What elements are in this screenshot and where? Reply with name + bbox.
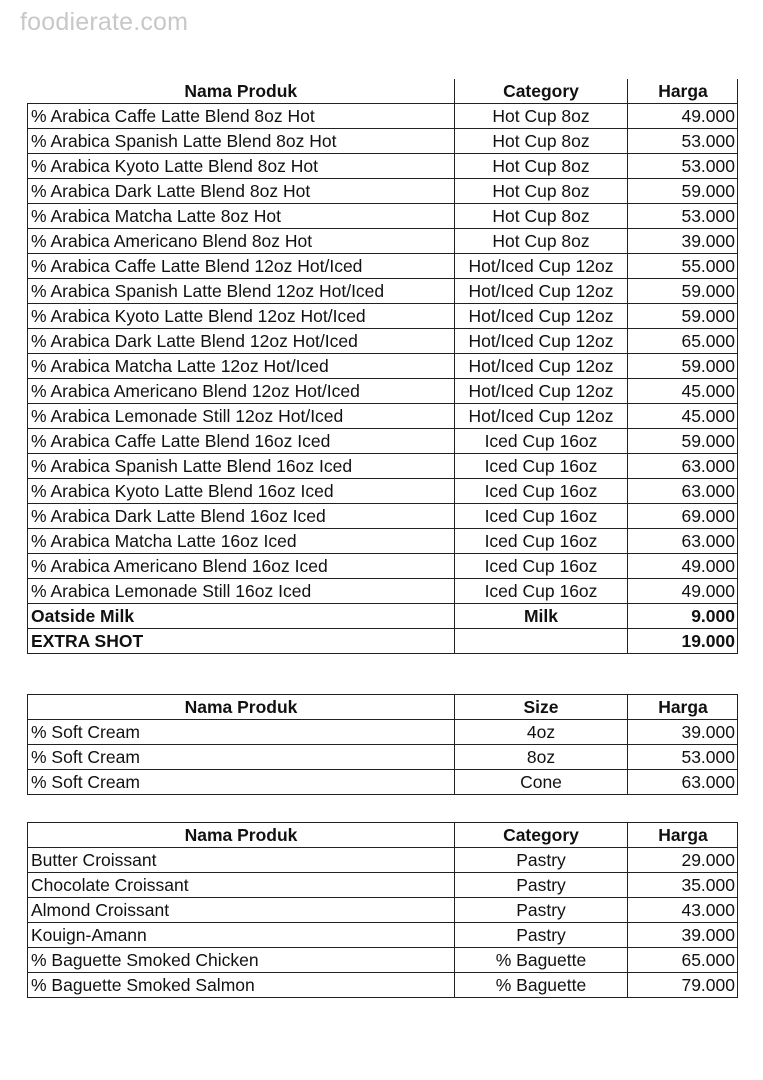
table-row — [28, 379, 738, 404]
product-name-cell: % Baguette Smoked Chicken — [28, 948, 455, 973]
category-cell: Milk — [455, 604, 628, 629]
price-cell: 53.000 — [628, 154, 738, 179]
table-row — [28, 404, 738, 429]
category-cell: Hot Cup 8oz — [455, 104, 628, 129]
category-cell: Iced Cup 16oz — [455, 554, 628, 579]
product-name-cell: % Arabica Caffe Latte Blend 16oz Iced — [28, 429, 455, 454]
price-cell: 63.000 — [628, 770, 738, 795]
price-cell: 55.000 — [628, 254, 738, 279]
price-cell: 59.000 — [628, 429, 738, 454]
price-cell: 69.000 — [628, 504, 738, 529]
product-name-cell: % Arabica Dark Latte Blend 12oz Hot/Iced — [28, 329, 455, 354]
table-row — [28, 204, 738, 229]
product-name-cell: % Soft Cream — [28, 745, 455, 770]
price-cell: 45.000 — [628, 404, 738, 429]
product-name-cell: % Soft Cream — [28, 770, 455, 795]
table-row — [28, 154, 738, 179]
category-cell: % Baguette — [455, 948, 628, 973]
price-cell: 59.000 — [628, 354, 738, 379]
category-cell: Hot/Iced Cup 12oz — [455, 354, 628, 379]
table-row — [28, 254, 738, 279]
category-cell: Pastry — [455, 873, 628, 898]
product-name-cell: % Arabica Matcha Latte 16oz Iced — [28, 529, 455, 554]
table-row — [28, 745, 738, 770]
table-row — [28, 529, 738, 554]
column-header-name: Nama Produk — [28, 79, 455, 104]
column-header-name: Nama Produk — [28, 695, 455, 720]
product-name-cell: % Arabica Americano Blend 8oz Hot — [28, 229, 455, 254]
category-cell: 8oz — [455, 745, 628, 770]
price-cell: 53.000 — [628, 129, 738, 154]
table-row — [28, 454, 738, 479]
watermark-text: foodierate.com — [20, 8, 189, 36]
price-cell: 49.000 — [628, 554, 738, 579]
category-cell: Hot Cup 8oz — [455, 154, 628, 179]
price-cell: 19.000 — [628, 629, 738, 654]
product-name-cell: % Arabica Dark Latte Blend 8oz Hot — [28, 179, 455, 204]
price-cell: 39.000 — [628, 720, 738, 745]
table-row — [28, 898, 738, 923]
table-row — [28, 479, 738, 504]
price-cell: 49.000 — [628, 579, 738, 604]
table-row — [28, 329, 738, 354]
category-cell: Iced Cup 16oz — [455, 454, 628, 479]
column-header-price: Harga — [628, 695, 738, 720]
product-name-cell: % Arabica Caffe Latte Blend 8oz Hot — [28, 104, 455, 129]
table-header-row — [28, 823, 738, 848]
price-cell: 59.000 — [628, 304, 738, 329]
table-header-row — [28, 695, 738, 720]
product-name-cell: % Arabica Spanish Latte Blend 12oz Hot/Iced — [28, 279, 455, 304]
table-row — [28, 304, 738, 329]
category-cell: Hot/Iced Cup 12oz — [455, 254, 628, 279]
table-row — [28, 973, 738, 998]
price-cell: 79.000 — [628, 973, 738, 998]
price-cell: 59.000 — [628, 179, 738, 204]
price-cell: 35.000 — [628, 873, 738, 898]
price-cell: 59.000 — [628, 279, 738, 304]
product-name-cell: % Arabica Matcha Latte 8oz Hot — [28, 204, 455, 229]
table-row — [28, 629, 738, 654]
category-cell: Iced Cup 16oz — [455, 479, 628, 504]
product-name-cell: Chocolate Croissant — [28, 873, 455, 898]
price-cell: 49.000 — [628, 104, 738, 129]
product-name-cell: % Arabica Spanish Latte Blend 8oz Hot — [28, 129, 455, 154]
category-cell: Hot Cup 8oz — [455, 204, 628, 229]
category-cell: Pastry — [455, 848, 628, 873]
table-row — [28, 720, 738, 745]
price-cell: 63.000 — [628, 479, 738, 504]
category-cell — [455, 629, 628, 654]
soft-cream-table — [27, 694, 738, 795]
table-row — [28, 129, 738, 154]
product-name-cell: % Baguette Smoked Salmon — [28, 973, 455, 998]
product-name-cell: % Arabica Lemonade Still 16oz Iced — [28, 579, 455, 604]
table-row — [28, 948, 738, 973]
product-name-cell: % Arabica Caffe Latte Blend 12oz Hot/Iced — [28, 254, 455, 279]
price-cell: 29.000 — [628, 848, 738, 873]
column-header-category: Category — [455, 79, 628, 104]
table-row — [28, 429, 738, 454]
table-row — [28, 873, 738, 898]
category-cell: Iced Cup 16oz — [455, 579, 628, 604]
table-row — [28, 279, 738, 304]
table-row — [28, 848, 738, 873]
table-row — [28, 579, 738, 604]
product-name-cell: Kouign-Amann — [28, 923, 455, 948]
price-cell: 65.000 — [628, 948, 738, 973]
product-name-cell: % Arabica Lemonade Still 12oz Hot/Iced — [28, 404, 455, 429]
table-row — [28, 179, 738, 204]
table-row — [28, 104, 738, 129]
product-name-cell: % Arabica Dark Latte Blend 16oz Iced — [28, 504, 455, 529]
price-cell: 63.000 — [628, 454, 738, 479]
product-name-cell: % Arabica Americano Blend 16oz Iced — [28, 554, 455, 579]
column-header-category: Category — [455, 823, 628, 848]
price-cell: 43.000 — [628, 898, 738, 923]
category-cell: Iced Cup 16oz — [455, 504, 628, 529]
price-cell: 39.000 — [628, 923, 738, 948]
price-cell: 53.000 — [628, 204, 738, 229]
category-cell: Hot/Iced Cup 12oz — [455, 279, 628, 304]
price-cell: 63.000 — [628, 529, 738, 554]
price-cell: 39.000 — [628, 229, 738, 254]
product-name-cell: % Arabica Kyoto Latte Blend 16oz Iced — [28, 479, 455, 504]
category-cell: Hot/Iced Cup 12oz — [455, 404, 628, 429]
product-name-cell: % Arabica Kyoto Latte Blend 12oz Hot/Iced — [28, 304, 455, 329]
category-cell: Hot Cup 8oz — [455, 129, 628, 154]
category-cell: Hot Cup 8oz — [455, 229, 628, 254]
pastry-table — [27, 822, 738, 998]
category-cell: Pastry — [455, 898, 628, 923]
product-name-cell: % Soft Cream — [28, 720, 455, 745]
category-cell: 4oz — [455, 720, 628, 745]
product-name-cell: % Arabica Kyoto Latte Blend 8oz Hot — [28, 154, 455, 179]
column-header-name: Nama Produk — [28, 823, 455, 848]
table-row — [28, 354, 738, 379]
category-cell: Pastry — [455, 923, 628, 948]
drinks-table — [27, 79, 738, 654]
product-name-cell: Butter Croissant — [28, 848, 455, 873]
category-cell: Cone — [455, 770, 628, 795]
table-row — [28, 770, 738, 795]
table-row — [28, 504, 738, 529]
category-cell: Iced Cup 16oz — [455, 529, 628, 554]
category-cell: % Baguette — [455, 973, 628, 998]
table-row — [28, 923, 738, 948]
table-row — [28, 554, 738, 579]
table-header-row — [28, 79, 738, 104]
category-cell: Hot/Iced Cup 12oz — [455, 379, 628, 404]
product-name-cell: Almond Croissant — [28, 898, 455, 923]
product-name-cell: Oatside Milk — [28, 604, 455, 629]
category-cell: Hot/Iced Cup 12oz — [455, 304, 628, 329]
price-cell: 9.000 — [628, 604, 738, 629]
product-name-cell: EXTRA SHOT — [28, 629, 455, 654]
table-row — [28, 229, 738, 254]
category-cell: Iced Cup 16oz — [455, 429, 628, 454]
column-header-price: Harga — [628, 79, 738, 104]
price-cell: 53.000 — [628, 745, 738, 770]
column-header-price: Harga — [628, 823, 738, 848]
product-name-cell: % Arabica Americano Blend 12oz Hot/Iced — [28, 379, 455, 404]
table-row — [28, 604, 738, 629]
product-name-cell: % Arabica Matcha Latte 12oz Hot/Iced — [28, 354, 455, 379]
category-cell: Hot Cup 8oz — [455, 179, 628, 204]
price-cell: 45.000 — [628, 379, 738, 404]
category-cell: Hot/Iced Cup 12oz — [455, 329, 628, 354]
column-header-category: Size — [455, 695, 628, 720]
price-cell: 65.000 — [628, 329, 738, 354]
product-name-cell: % Arabica Spanish Latte Blend 16oz Iced — [28, 454, 455, 479]
